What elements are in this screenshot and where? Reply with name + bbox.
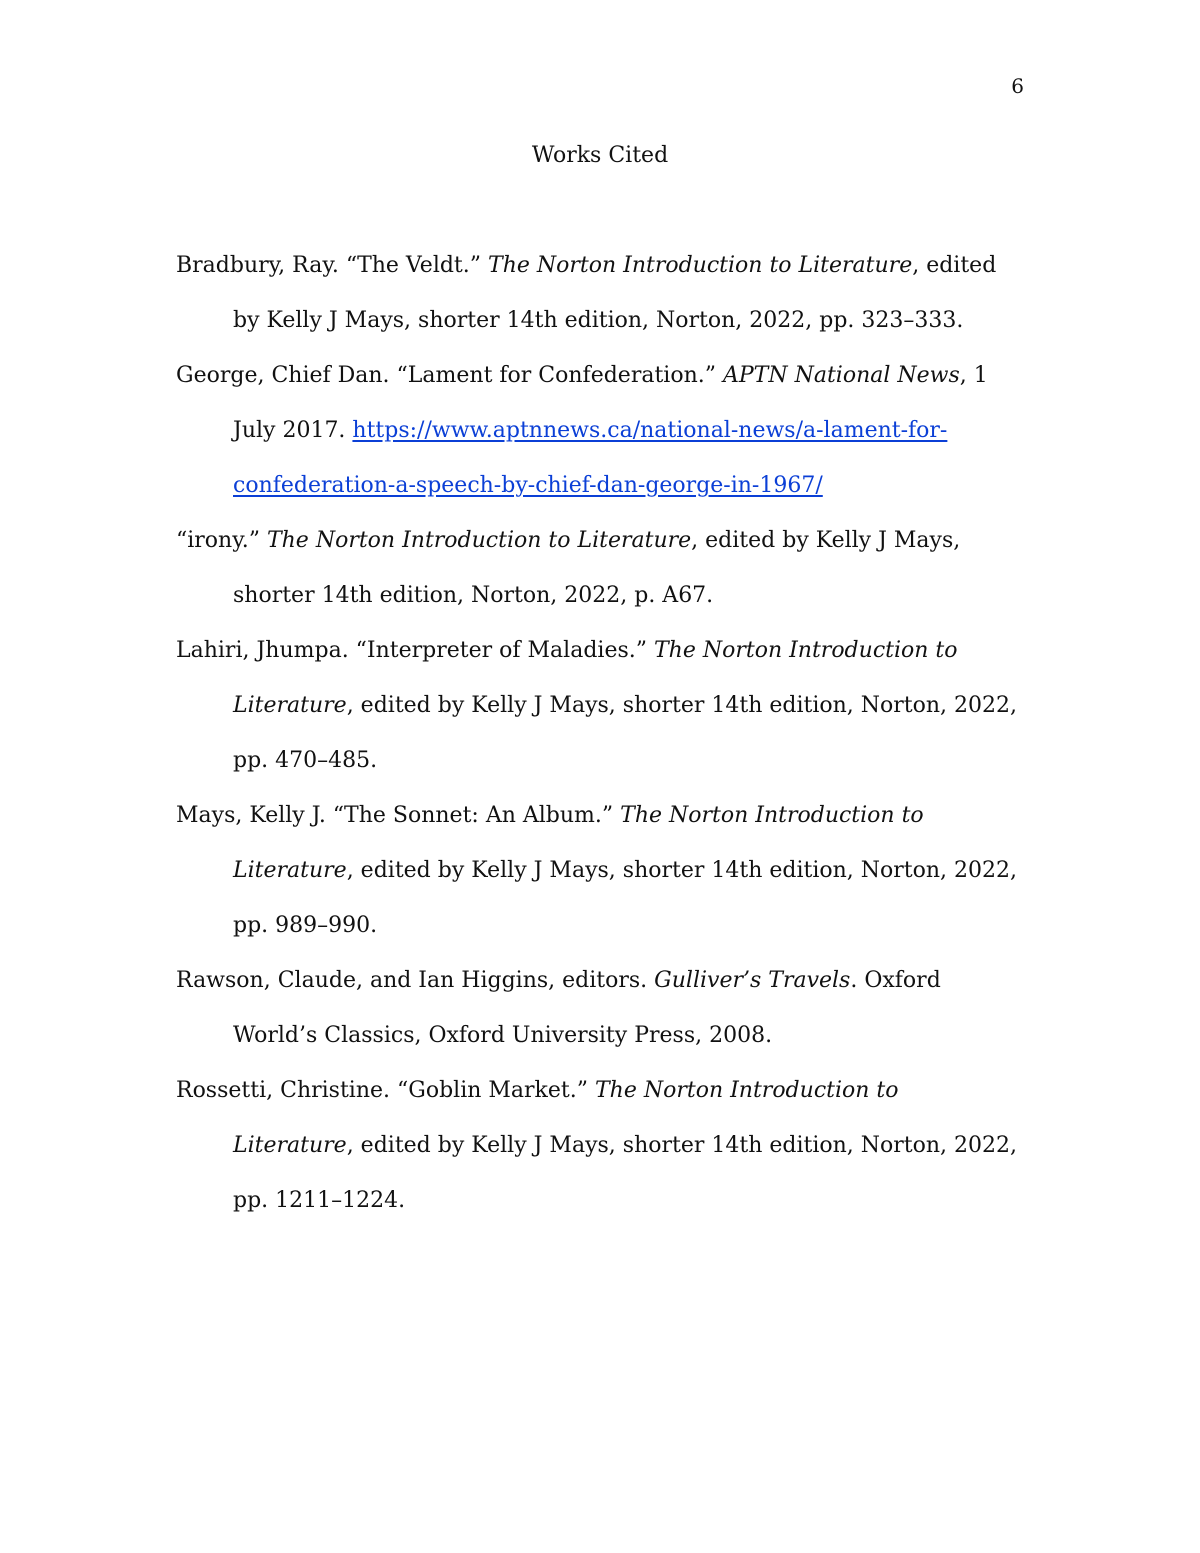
citation-lead: Rossetti, Christine. “Goblin Market.” xyxy=(176,1078,595,1103)
citation-details: , edited by Kelly J Mays, shorter 14th edition, Norton, 2022, p. A67. xyxy=(233,528,961,608)
citation-lead: Bradbury, Ray. “The Veldt.” xyxy=(176,253,489,278)
page-title: Works Cited xyxy=(531,143,669,168)
citation-lead: George, Chief Dan. “Lament for Confederation.” xyxy=(176,363,723,388)
citation-entry xyxy=(176,513,1026,623)
citation-container-title: The Norton Introduction to Literature xyxy=(266,528,692,553)
citation-entry xyxy=(176,788,1026,953)
citation-lead: “irony.” xyxy=(176,528,267,553)
citation-entry xyxy=(176,238,1026,348)
citation-details: , edited by Kelly J Mays, shorter 14th edition, Norton, 2022, pp. 470–485. xyxy=(233,693,1018,773)
citation-container-title: The Norton Introduction to Literature xyxy=(233,1078,899,1158)
citation-url-link[interactable]: https://www.aptnnews.ca/national-news/a-lament-for-confederation-a-speech-by-chief-dan-george-in-1967/ xyxy=(233,418,948,498)
citation-container-title: Gulliver’s Travels xyxy=(654,968,851,993)
citation-entry xyxy=(176,623,1026,788)
citation-details: , edited by Kelly J Mays, shorter 14th edition, Norton, 2022, pp. 1211–1224. xyxy=(233,1133,1018,1213)
citation-details: , edited by Kelly J Mays, shorter 14th edition, Norton, 2022, pp. 989–990. xyxy=(233,858,1018,938)
citation-container-title: The Norton Introduction to Literature xyxy=(233,638,958,718)
citation-details: , 1 July 2017. xyxy=(233,363,988,443)
citation-lead: Mays, Kelly J. “The Sonnet: An Album.” xyxy=(176,803,621,828)
works-cited-list xyxy=(176,238,1026,1228)
citation-lead: Rawson, Claude, and Ian Higgins, editors. xyxy=(176,968,655,993)
citation-entry xyxy=(176,1063,1026,1228)
citation-container-title: The Norton Introduction to Literature xyxy=(233,803,924,883)
citation-container-title: APTN National News xyxy=(722,363,960,388)
citation-container-title: The Norton Introduction to Literature xyxy=(488,253,913,278)
page-number: 6 xyxy=(1011,74,1024,98)
citation-details: , edited by Kelly J Mays, shorter 14th edition, Norton, 2022, pp. 323–333. xyxy=(233,253,997,333)
citation-lead: Lahiri, Jhumpa. “Interpreter of Maladies.” xyxy=(176,638,654,663)
citation-entry xyxy=(176,348,1026,513)
citation-details: . Oxford World’s Classics, Oxford University Press, 2008. xyxy=(233,968,941,1048)
citation-entry xyxy=(176,953,1026,1063)
